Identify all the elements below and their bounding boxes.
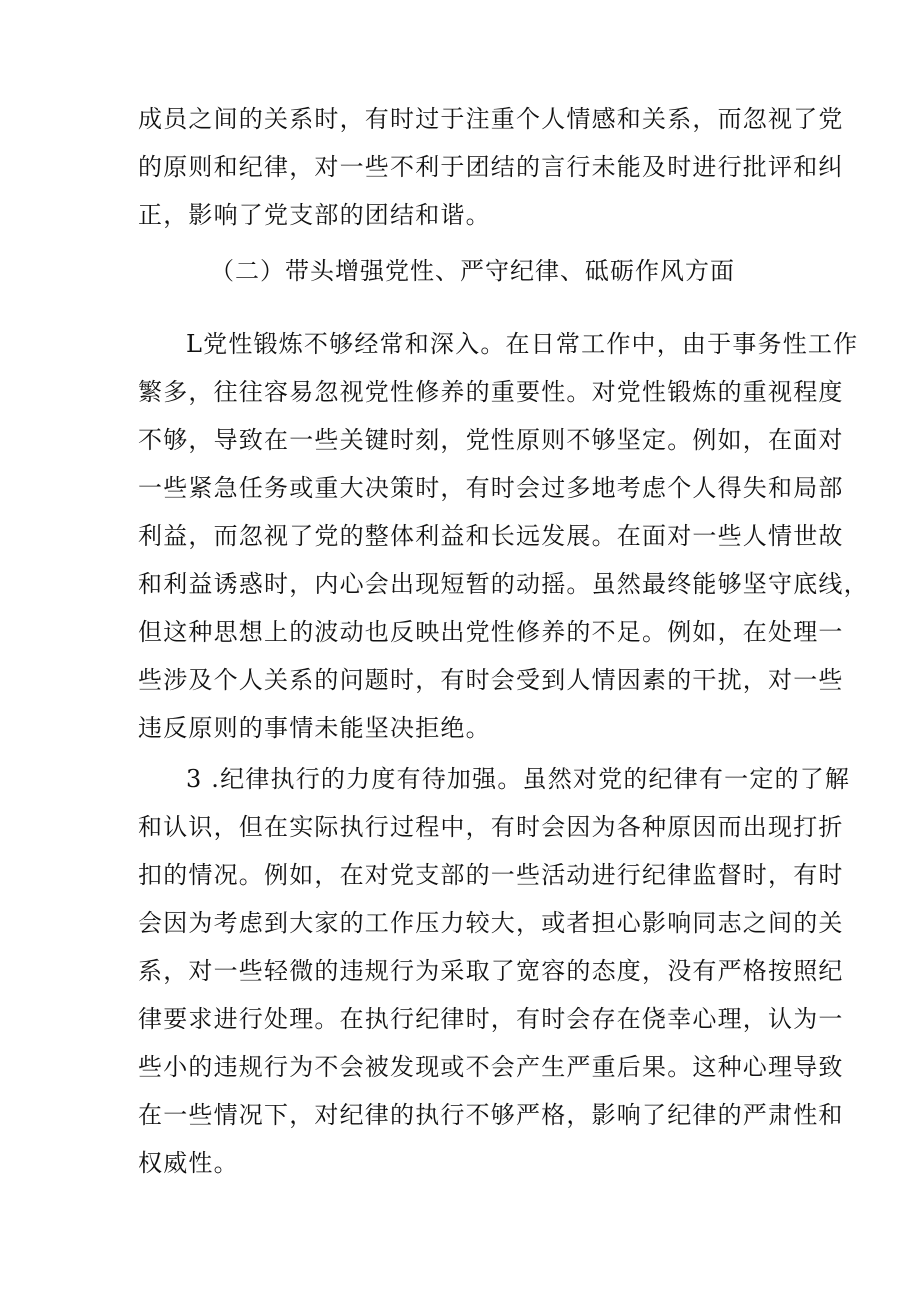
- text-line: 但这种思想上的波动也反映出党性修养的不足。例如，在处理一: [138, 618, 844, 646]
- text-line: 正，影响了党支部的团结和谐。: [138, 201, 491, 229]
- text-line: 繁多，往往容易忽视党性修养的重要性。对党性锻炼的重视程度: [138, 378, 844, 406]
- text-line: 会因为考虑到大家的工作压力较大，或者担心影响同志之间的关: [138, 909, 844, 937]
- text-line: 的原则和纪律，对一些不利于团结的言行未能及时进行批评和纠: [138, 153, 844, 181]
- text-line: 和认识，但在实际执行过程中，有时会因为各种原因而出现打折: [138, 813, 844, 841]
- text-line: 权威性。: [138, 1149, 239, 1177]
- text-line: 些涉及个人关系的问题时，有时会受到人情因素的干扰，对一些: [138, 666, 844, 694]
- text-line: 利益，而忽视了党的整体利益和长远发展。在面对一些人情世故: [138, 522, 844, 550]
- text-line: 不够，导致在一些关键时刻，党性原则不够坚定。例如，在面对: [138, 426, 844, 454]
- paragraph-first-line: L党性锻炼不够经常和深入。在日常工作中，由于事务性工作: [186, 330, 859, 358]
- text-line: 在一些情况下，对纪律的执行不够严格，影响了纪律的严肃性和: [138, 1101, 844, 1129]
- text-line: 和利益诱惑时，内心会出现短暂的动摇。虽然最终能够坚守底线，: [138, 570, 869, 598]
- text-line: 系，对一些轻微的违规行为采取了宽容的态度，没有严格按照纪: [138, 957, 844, 985]
- text-line: 扣的情况。例如，在对党支部的一些活动进行纪律监督时，有时: [138, 861, 844, 889]
- paragraph-first-line: 3 .纪律执行的力度有待加强。虽然对党的纪律有一定的了解: [186, 765, 851, 793]
- text-line: 成员之间的关系时，有时过于注重个人情感和关系，而忽视了党: [138, 105, 844, 133]
- text-line: 律要求进行处理。在执行纪律时，有时会存在侥幸心理，认为一: [138, 1005, 844, 1033]
- text-line: 一些紧急任务或重大决策时，有时会过多地考虑个人得失和局部: [138, 474, 844, 502]
- section-heading: （二）带头增强党性、严守纪律、砥砺作风方面: [210, 257, 735, 285]
- text-line: 些小的违规行为不会被发现或不会产生严重后果。这种心理导致: [138, 1053, 844, 1081]
- text-line: 违反原则的事情未能坚决拒绝。: [138, 714, 491, 742]
